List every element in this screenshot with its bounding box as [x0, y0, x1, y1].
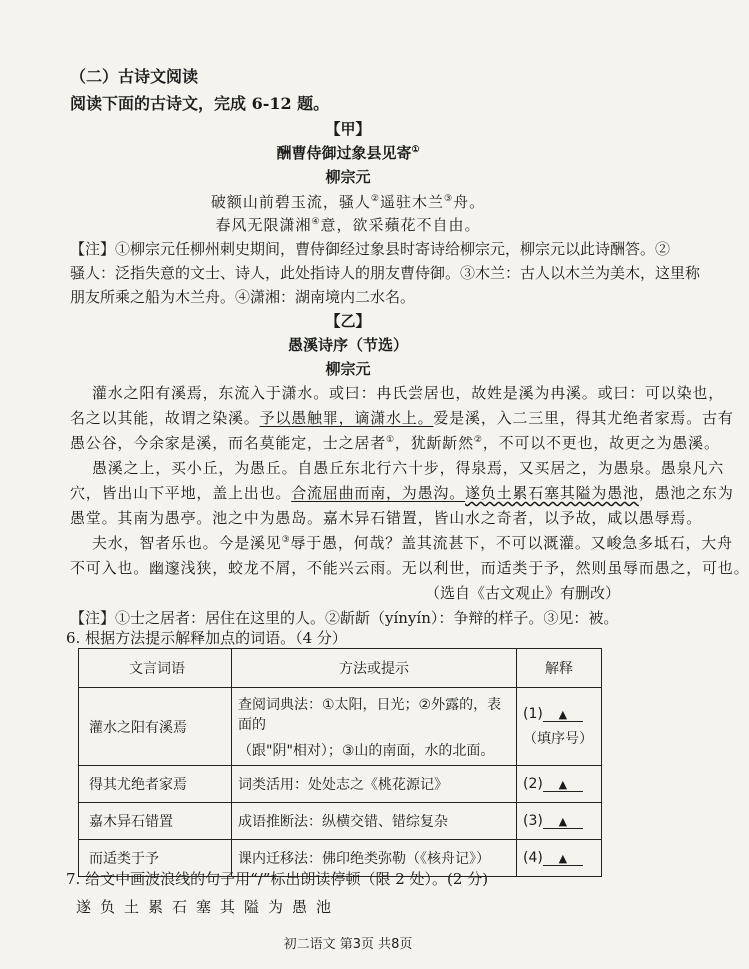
question-6-table	[78, 648, 602, 877]
table-row	[79, 766, 602, 803]
part-a-note-line-1: 【注】①柳宗元任柳州刺史期间，曹侍御经过象县时寄诗给柳宗元，柳宗元以此诗酬答。②	[70, 240, 671, 258]
term-cell: 得其尤绝者家焉	[79, 766, 232, 803]
section-title: （二）古诗文阅读	[70, 67, 199, 86]
poem-note-ref-2: ②	[370, 194, 380, 204]
hint-line-2: （跟"阴"相对）；③山的南面，水的北面。	[238, 742, 495, 759]
prose-p1-line-3-part-1: 愚公谷，今余家是溪，而名莫能定，士之居者	[70, 434, 387, 452]
answer-number: (2)	[523, 776, 543, 792]
term-cell: 嘉木异石错置	[79, 803, 232, 840]
part-a-note-line-2: 骚人：泛指失意的文士、诗人，此处指诗人的朋友曹侍御。③木兰：古人以木兰为美木，这里称	[70, 264, 701, 282]
part-b-note: 【注】①士之居者：居住在这里的人。②龂龂（yínyín）：争辩的样子。③见：被。	[70, 609, 619, 627]
prose-p2-line-2-part-1: 穴，皆出山下平地，盖上出也。	[70, 484, 292, 502]
part-b-author: 柳宗元	[325, 360, 371, 378]
answer-cell[interactable]	[517, 766, 602, 803]
wavy-underlined-sentence: 遂负土累石塞其隘为愚池	[465, 484, 639, 502]
prose-p3-line-1-part-2: 辱于愚，何哉？盖其流甚下，不可以溉灌。又峻急多坻石，大舟	[290, 534, 733, 552]
page-footer: 初二语文 第3页 共8页	[283, 937, 413, 952]
hint-line-1: 查阅词典法：①太阳，日光；②外露的，表面的	[238, 696, 502, 733]
poem-line-2	[0, 214, 696, 235]
prose-p1-line-2-part-2: 爱是溪，入二三里，得其尤绝者家焉。古有	[433, 409, 734, 427]
answer-number: (3)	[523, 813, 543, 829]
header-answer: 解释	[517, 649, 602, 688]
part-a-note-line-3: 朋友所乘之船为木兰舟。④潇湘：湖南境内二水名。	[70, 288, 416, 306]
hint-cell: 课内迁移法：佛印绝类弥勒（《核舟记》）	[232, 840, 517, 877]
part-a-label: 【甲】	[325, 120, 371, 138]
part-a-title-text: 酬曹侍御过象县见寄	[276, 144, 412, 162]
poem-line-1-part-1: 破额山前碧玉流，骚人	[210, 193, 371, 211]
underlined-sentence-1: 予以愚触罪，谪潇水上。	[259, 409, 434, 427]
poem-line-1-part-3: 舟。	[453, 193, 486, 211]
answer-blank[interactable]: ▲	[543, 778, 583, 792]
prose-p1-line-3	[70, 432, 720, 453]
answer-number: (1)	[523, 705, 543, 722]
answer-cell[interactable]	[517, 688, 602, 766]
prose-p2-line-1: 愚溪之上，买小丘，为愚丘。自愚丘东北行六十步，得泉焉，又买居之，为愚泉。愚泉凡六	[92, 459, 725, 477]
prose-p2-line-2-part-2: ，愚池之东为	[638, 484, 734, 502]
poem-line-2-part-2: 意，欲采蘋花不自由。	[320, 216, 481, 234]
prose-p3-line-1	[92, 532, 733, 553]
prose-p1-line-3-part-2: ，犹龂龂然	[394, 434, 474, 452]
part-a-title-note: ①	[411, 145, 420, 155]
table-header-row	[79, 649, 602, 688]
prose-p2-line-2	[70, 482, 734, 503]
underlined-sentence-2: 合流屈曲而南，为愚沟。	[291, 484, 466, 502]
hint-cell: 词类活用：处处志之《桃花源记》	[232, 766, 517, 803]
term-cell: 灌水之阳有溪焉	[79, 688, 232, 766]
term-cell: 而适类于予	[79, 840, 232, 877]
prose-p1-line-3-part-3: ，不可以不更也，故更之为愚溪。	[482, 434, 720, 452]
poem-note-ref-3: ③	[444, 194, 454, 204]
answer-blank[interactable]: ▲	[543, 852, 583, 866]
answer-hint: （填序号）	[523, 730, 593, 747]
prose-p1-line-2	[70, 407, 734, 428]
prose-p3-line-1-part-1: 夫水，智者乐也。今是溪见	[92, 534, 282, 552]
header-hint: 方法或提示	[232, 649, 517, 688]
prose-p3-line-2: 不可入也。幽邃浅狭，蛟龙不屑，不能兴云雨。无以利世，而适类于予，然则虽辱而愚之，可也。	[70, 559, 749, 577]
poem-line-2-part-1: 春风无限潇湘	[215, 216, 312, 234]
question-7-sentence[interactable]: 遂负土累石塞其隘为愚池	[76, 898, 341, 916]
answer-cell[interactable]	[517, 803, 602, 840]
poem-line-1-part-2: 遥驻木兰	[379, 193, 444, 211]
instruction: 阅读下面的古诗文，完成 6-12 题。	[70, 94, 330, 113]
poem-note-ref-4: ④	[311, 217, 321, 227]
prose-p2-line-3: 愚堂。其南为愚亭。池之中为愚岛。嘉木异石错置，皆山水之奇者，以予故，咸以愚辱焉。	[70, 509, 703, 527]
prose-p1-line-2-part-1: 名之以其能，故谓之染溪。	[70, 409, 260, 427]
answer-blank[interactable]: ▲	[543, 708, 583, 722]
table-row	[79, 803, 602, 840]
part-a-title	[0, 142, 696, 163]
poem-line-1	[0, 191, 696, 212]
hint-cell	[232, 688, 517, 766]
prose-note-ref-1: ①	[386, 435, 395, 445]
prose-p1-line-1: 灌水之阳有溪焉，东流入于潇水。或曰：冉氏尝居也，故姓是溪为冉溪。或曰：可以染也，	[92, 384, 725, 402]
prose-note-ref-3: ③	[281, 535, 291, 545]
header-term: 文言词语	[79, 649, 232, 688]
answer-number: (4)	[523, 850, 543, 866]
table-row	[79, 688, 602, 766]
question-7-prompt: 7. 给文中画波浪线的句子用“/”标出朗读停顿（限 2 处）。(2 分)	[66, 870, 489, 888]
source-citation: （选自《古文观止》有删改）	[424, 584, 620, 602]
part-a-author: 柳宗元	[325, 168, 371, 186]
hint-cell: 成语推断法：纵横交错、错综复杂	[232, 803, 517, 840]
prose-note-ref-2: ②	[473, 435, 483, 445]
answer-blank[interactable]: ▲	[543, 815, 583, 829]
part-b-title: 愚溪诗序（节选）	[287, 336, 408, 354]
answer-cell[interactable]	[517, 840, 602, 877]
question-6-prompt: 6. 根据方法提示解释加点的词语。（4 分）	[66, 629, 347, 647]
part-b-label: 【乙】	[325, 312, 371, 330]
